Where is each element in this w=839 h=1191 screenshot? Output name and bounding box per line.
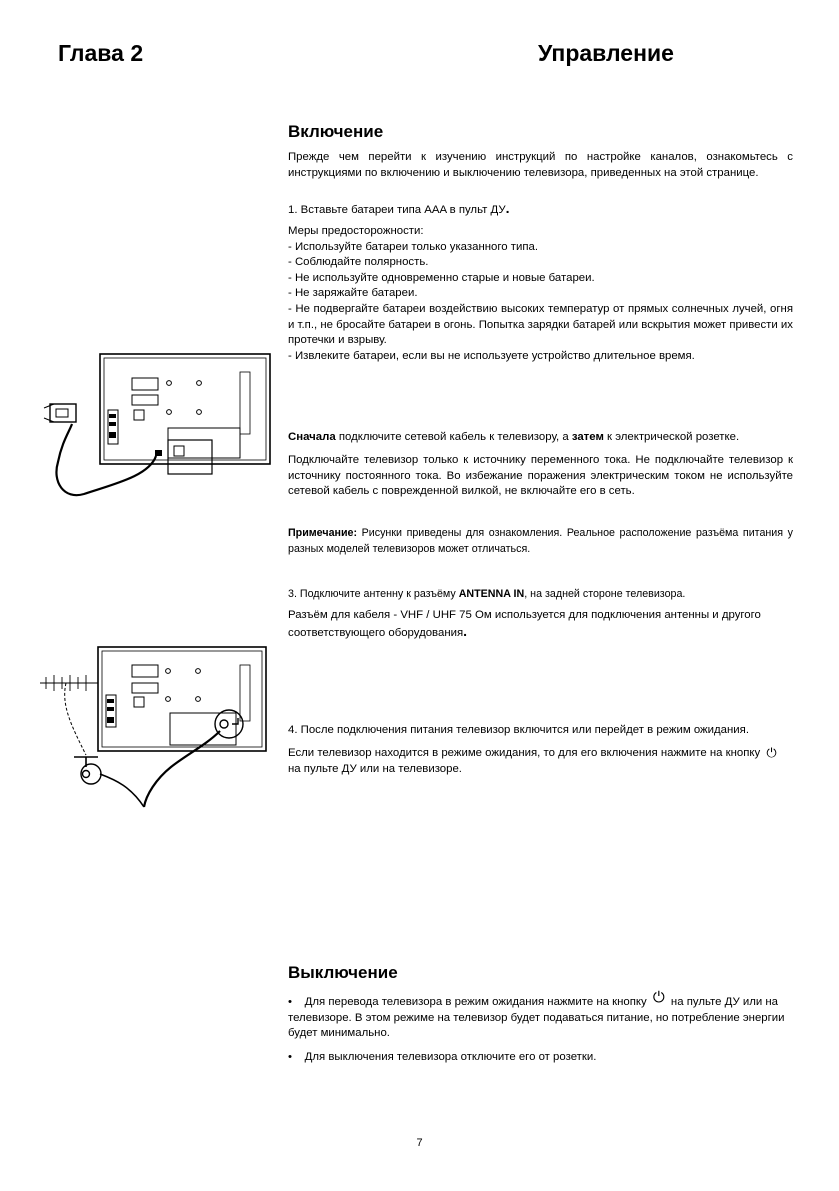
note-paragraph: Примечание: Рисунки приведены для ознакомления. Реальное расположение разъёма питания у разных моделей телевизоров может отличаться. bbox=[288, 527, 793, 555]
power-connection-illustration bbox=[44, 352, 274, 502]
chapter-label: Глава 2 bbox=[58, 40, 144, 66]
power-off-item-2: • Для выключения телевизора отключите его от розетки. bbox=[288, 1051, 597, 1063]
page-number: 7 bbox=[416, 1137, 423, 1149]
section-title-power-on: Включение bbox=[288, 122, 384, 141]
power-icon: ⏻ bbox=[766, 745, 777, 760]
power-icon: ⏻ bbox=[652, 989, 665, 1006]
precaution-item: - Не заряжайте батареи. bbox=[288, 287, 418, 300]
ac-warning-paragraph: Подключайте телевизор только к источнику переменного тока. Не подключайте телевизор к источнику постоянного тока. Во избежание поражения электрическим током не используйте сетевой кабель с поврежденной вилкой, не включайте его в сеть. bbox=[288, 454, 793, 498]
precaution-item: - Соблюдайте полярность. bbox=[288, 256, 429, 269]
precautions-block bbox=[288, 224, 793, 364]
precaution-item: - Используйте батареи только указанного типа. bbox=[288, 240, 539, 253]
precautions-title: Меры предосторожности: bbox=[288, 225, 424, 237]
section-title-power-off: Выключение bbox=[288, 963, 398, 982]
page-title: Управление bbox=[538, 40, 674, 66]
step-4: 4. После подключения питания телевизор включится или перейдет в режим ожидания. bbox=[288, 724, 750, 736]
power-off-item-1: • Для перевода телевизора в режим ожидания нажмите на кнопку ⏻ на пульте ДУ или на телевизоре. В этом режиме на телевизор будет подаваться питание, но потребление энергии будет минимально. bbox=[288, 989, 785, 1040]
antenna-connection-illustration bbox=[36, 645, 276, 815]
precaution-item: - Не подвергайте батареи воздействию высоких температур от прямых солнечных лучей, огня и т.п., не бросайте батареи в огонь. Попытка зарядки батарей или вскрытия может привести их протечки и взрыву. bbox=[288, 302, 793, 347]
precaution-item: - Извлеките батареи, если вы не используете устройство длительное время. bbox=[288, 349, 695, 362]
antenna-paragraph: Разъём для кабеля - VHF / UHF 75 Ом используется для подключения антенны и другого соответствующего оборудования. bbox=[288, 609, 761, 639]
standby-paragraph: Если телевизор находится в режиме ожидания, то для его включения нажмите на кнопку ⏻ на пульте ДУ или на телевизоре. bbox=[288, 745, 777, 775]
step-3: 3. Подключите антенну к разъёму ANTENNA IN, на задней стороне телевизора. bbox=[288, 588, 686, 600]
precaution-item: - Не используйте одновременно старые и новые батареи. bbox=[288, 271, 595, 284]
step-1: 1. Вставьте батареи типа AAA в пульт ДУ. bbox=[288, 200, 510, 216]
connect-power-instruction: Сначала подключите сетевой кабель к телевизору, а затем к электрической розетке. bbox=[288, 431, 740, 443]
intro-paragraph: Прежде чем перейти к изучению инструкций по настройке каналов, ознакомьтесь с инструкциями по включению и выключению телевизора, приведенных на этой странице. bbox=[288, 151, 793, 179]
